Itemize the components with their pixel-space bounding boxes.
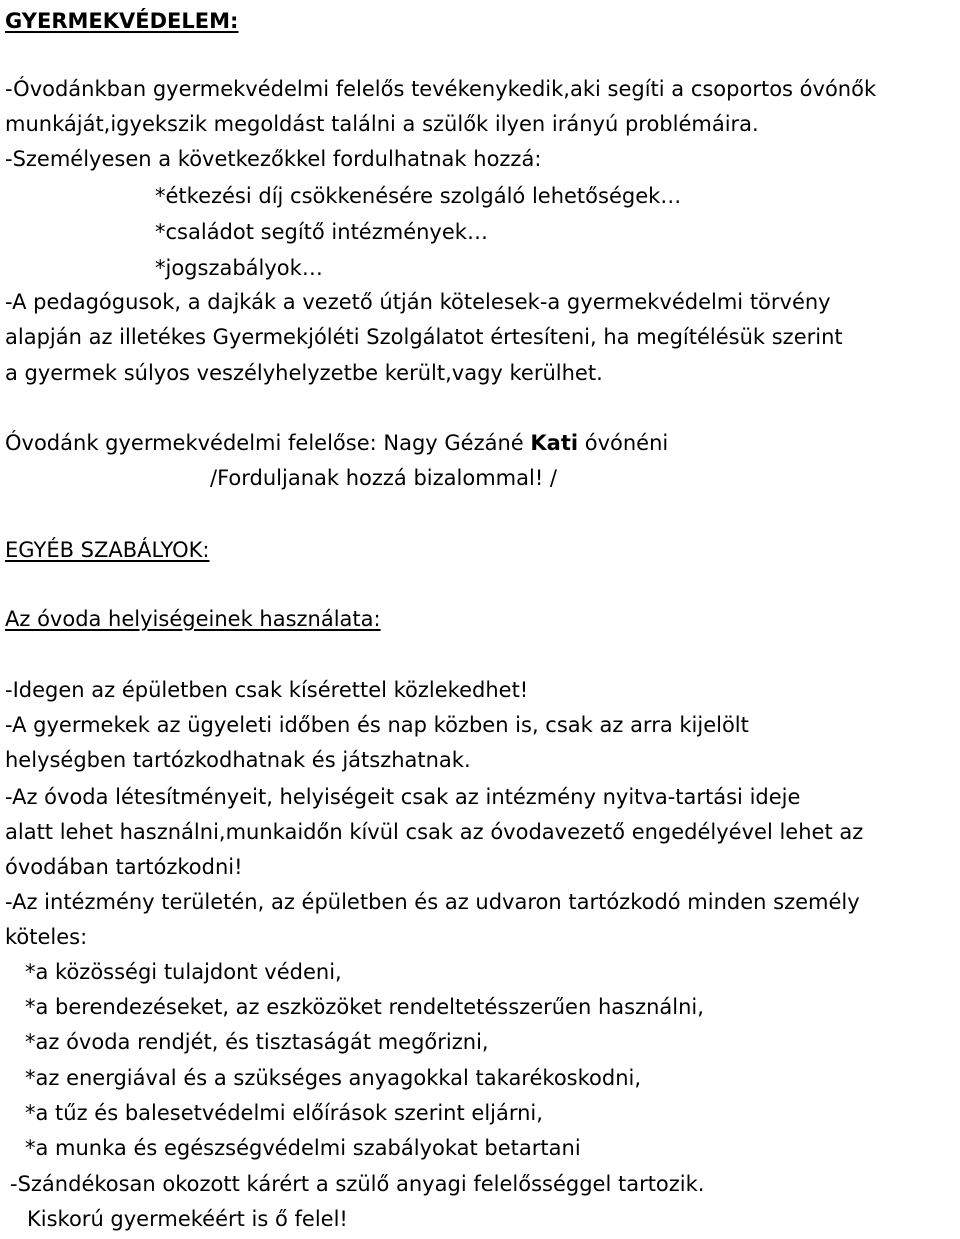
section-heading: EGYÉB SZABÁLYOK: <box>5 538 210 562</box>
officer-name: Kati <box>530 431 579 455</box>
paragraph-line: -A pedagógusok, a dajkák a vezető útján kötelesek-a gyermekvédelmi törvény <box>5 290 831 314</box>
list-item: *étkezési díj csökkenésére szolgáló lehetőségek… <box>155 184 682 208</box>
duty-item: *az óvoda rendjét, és tisztaságát megőrizni, <box>25 1030 489 1054</box>
list-item: *családot segítő intézmények… <box>155 220 488 244</box>
rule-line: -Szándékosan okozott kárért a szülő anyagi felelősséggel tartozik. <box>10 1172 705 1196</box>
rule-line: helységben tartózkodhatnak és játszhatnak. <box>5 748 471 772</box>
page-title: GYERMEKVÉDELEM: <box>5 9 239 33</box>
paragraph-line: a gyermek súlyos veszélyhelyzetbe került,vagy kerülhet. <box>5 361 603 385</box>
officer-line <box>5 428 960 458</box>
rule-line: óvodában tartózkodni! <box>5 855 243 879</box>
duty-item: *a berendezéseket, az eszközöket rendeltetésszerűen használni, <box>25 995 704 1019</box>
paragraph-line: alapján az illetékes Gyermekjóléti Szolgálatot értesíteni, ha megítélésük szerint <box>5 325 843 349</box>
paragraph-line: -Óvodánkban gyermekvédelmi felelős tevékenykedik,aki segíti a csoportos óvónők <box>5 77 877 101</box>
rule-line: -Az óvoda létesítményeit, helyiségeit csak az intézmény nyitva-tartási ideje <box>5 785 801 809</box>
rule-line: Kiskorú gyermekéért is ő felel! <box>27 1207 348 1231</box>
officer-note: /Forduljanak hozzá bizalommal! / <box>210 466 557 490</box>
duty-item: *a munka és egészségvédelmi szabályokat betartani <box>25 1136 581 1160</box>
paragraph-line: munkáját,igyekszik megoldást találni a szülők ilyen irányú problémáira. <box>5 112 759 136</box>
list-item: *jogszabályok… <box>155 256 323 280</box>
duty-item: *a tűz és balesetvédelmi előírások szerint eljárni, <box>25 1101 543 1125</box>
duty-item: *a közösségi tulajdont védeni, <box>25 960 342 984</box>
section-subheading: Az óvoda helyiségeinek használata: <box>5 607 381 631</box>
officer-prefix: Óvodánk gyermekvédelmi felelőse: Nagy Gézáné <box>5 431 531 455</box>
duty-item: *az energiával és a szükséges anyagokkal takarékoskodni, <box>25 1066 642 1090</box>
officer-suffix: óvónéni <box>578 431 669 455</box>
rule-line: alatt lehet használni,munkaidőn kívül csak az óvodavezető engedélyével lehet az <box>5 820 864 844</box>
paragraph-line: -Személyesen a következőkkel fordulhatnak hozzá: <box>5 147 542 171</box>
rule-line: köteles: <box>5 925 88 949</box>
rule-line: -Idegen az épületben csak kísérettel közlekedhet! <box>5 678 529 702</box>
rule-line: -A gyermekek az ügyeleti időben és nap közben is, csak az arra kijelölt <box>5 713 749 737</box>
rule-line: -Az intézmény területén, az épületben és az udvaron tartózkodó minden személy <box>5 890 860 914</box>
